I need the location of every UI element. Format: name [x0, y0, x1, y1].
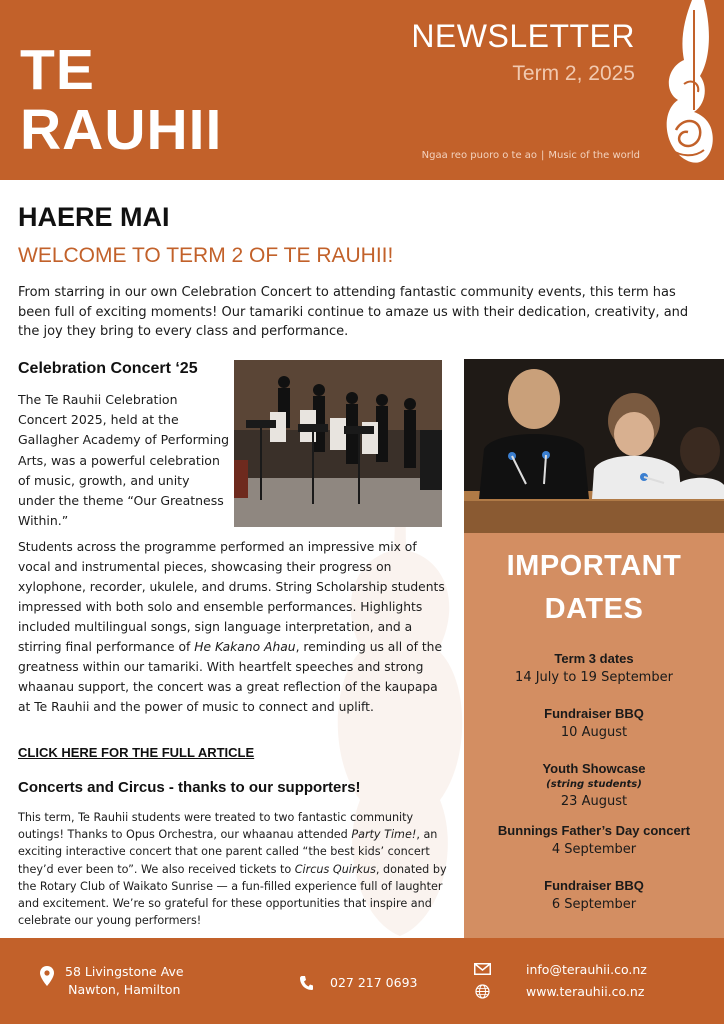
- tagline-separator: |: [541, 150, 545, 161]
- circus-body-1: This term, Te Rauhii students were treated to two fantastic community outings! Thanks to Opus Orchestra, our whaanau attended: [18, 811, 414, 842]
- xylophone-photo: [464, 359, 724, 533]
- event-name-circus-quirkus: Circus Quirkus: [294, 862, 376, 876]
- song-title: He Kakano Ahau: [194, 640, 296, 654]
- address-line-2: Nawton, Hamilton: [68, 982, 181, 997]
- welcome-heading: HAERE MAI: [18, 202, 170, 232]
- address: [65, 963, 184, 999]
- footer-bar: [0, 938, 724, 1024]
- important-dates-heading-line-1: IMPORTANT: [506, 550, 682, 582]
- brand-line-2: RAUHII: [20, 98, 223, 162]
- celebration-body-2: , reminding us all of the greatness within our tamariki. With heartfelt speeches and strong whaanau support, the concert was a great reflection of the kaupapa at Te Rauhii and the power of music to connect and uplift.: [18, 640, 443, 714]
- date-event-name: Youth Showcase: [542, 761, 646, 776]
- date-event-name: Bunnings Father’s Day concert: [497, 823, 691, 838]
- violin-scroll-icon: [654, 0, 718, 180]
- full-article-link[interactable]: CLICK HERE FOR THE FULL ARTICLE: [18, 745, 255, 760]
- concert-photo: [234, 360, 442, 527]
- date-value: 4 September: [551, 842, 637, 857]
- celebration-lead: The Te Rauhii Celebration Concert 2025, held at the Gallagher Academy of Performing Arts, was a powerful celebration of music, growth, and unity under the theme “Our Greatness Within.”: [18, 392, 230, 529]
- newsletter-term: Term 2, 2025: [512, 62, 635, 85]
- tagline-maori: Ngaa reo puoro o te ao: [421, 150, 538, 161]
- email-icon: [474, 963, 491, 975]
- phone-number[interactable]: 027 217 0693: [330, 975, 418, 990]
- email-address[interactable]: info@terauhii.co.nz: [526, 962, 647, 977]
- globe-icon: [475, 984, 490, 999]
- important-dates-sidebar: [464, 359, 724, 938]
- dates-list: [464, 650, 724, 932]
- address-line-1: 58 Livingstone Ave: [65, 964, 184, 979]
- tagline-english: Music of the world: [548, 150, 640, 161]
- website-link[interactable]: www.terauhii.co.nz: [526, 984, 645, 999]
- important-dates-heading: [464, 545, 724, 631]
- date-item: [464, 650, 724, 705]
- date-event-name: Fundraiser BBQ: [544, 878, 644, 893]
- newsletter-title: NEWSLETTER: [411, 18, 635, 54]
- date-event-name: Fundraiser BBQ: [544, 706, 644, 721]
- tagline: [422, 150, 640, 161]
- circus-body-3: , donated by the Rotary Club of Waikato Sunrise — a fun-filled experience full of laughter and excitement. We’re so grateful for these opportunities that inspire and celebrate our young performers!: [18, 862, 447, 928]
- date-value: 10 August: [560, 725, 628, 740]
- date-value: 6 September: [551, 897, 637, 912]
- welcome-subheading: WELCOME TO TERM 2 OF TE RAUHII!: [18, 244, 394, 267]
- date-item: [464, 760, 724, 822]
- celebration-body: [18, 537, 446, 717]
- date-value: 23 August: [560, 794, 628, 809]
- intro-paragraph: From starring in our own Celebration Concert to attending fantastic community events, this term has been full of exciting moments! Our tamariki continue to amaze us with their dedication, creativity, and the joy they bring to every class and performance.: [18, 285, 689, 339]
- date-event-note: (string students): [546, 779, 642, 790]
- brand-logo: [20, 40, 222, 160]
- event-name-party-time: Party Time!: [351, 828, 417, 842]
- phone-icon: [300, 976, 313, 990]
- circus-body: [18, 809, 450, 929]
- date-item: [464, 822, 724, 877]
- circus-heading: Concerts and Circus - thanks to our supporters!: [18, 779, 361, 796]
- important-dates-heading-line-2: DATES: [544, 593, 644, 625]
- celebration-heading: Celebration Concert ‘25: [18, 360, 198, 377]
- date-event-name: Term 3 dates: [554, 651, 634, 666]
- date-item: [464, 705, 724, 760]
- date-item: [464, 877, 724, 932]
- brand-line-1: TE: [20, 38, 95, 102]
- date-value: 14 July to 19 September: [515, 670, 673, 685]
- header-banner: [0, 0, 724, 180]
- location-pin-icon: [40, 966, 54, 986]
- circus-body-2: , an exciting interactive concert that one parent called “the best kids’ concert they’d ever been to”. We also received tickets to: [18, 828, 438, 876]
- celebration-body-1: Students across the programme performed an impressive mix of vocal and instrumental pieces, showcasing their progress on xylophone, recorder, ukulele, and drums. String Scholarship students impressed with both solo and ensemble performances. Highlights included multilingual songs, sign language interpretation, and a stirring final performance of: [18, 540, 445, 654]
